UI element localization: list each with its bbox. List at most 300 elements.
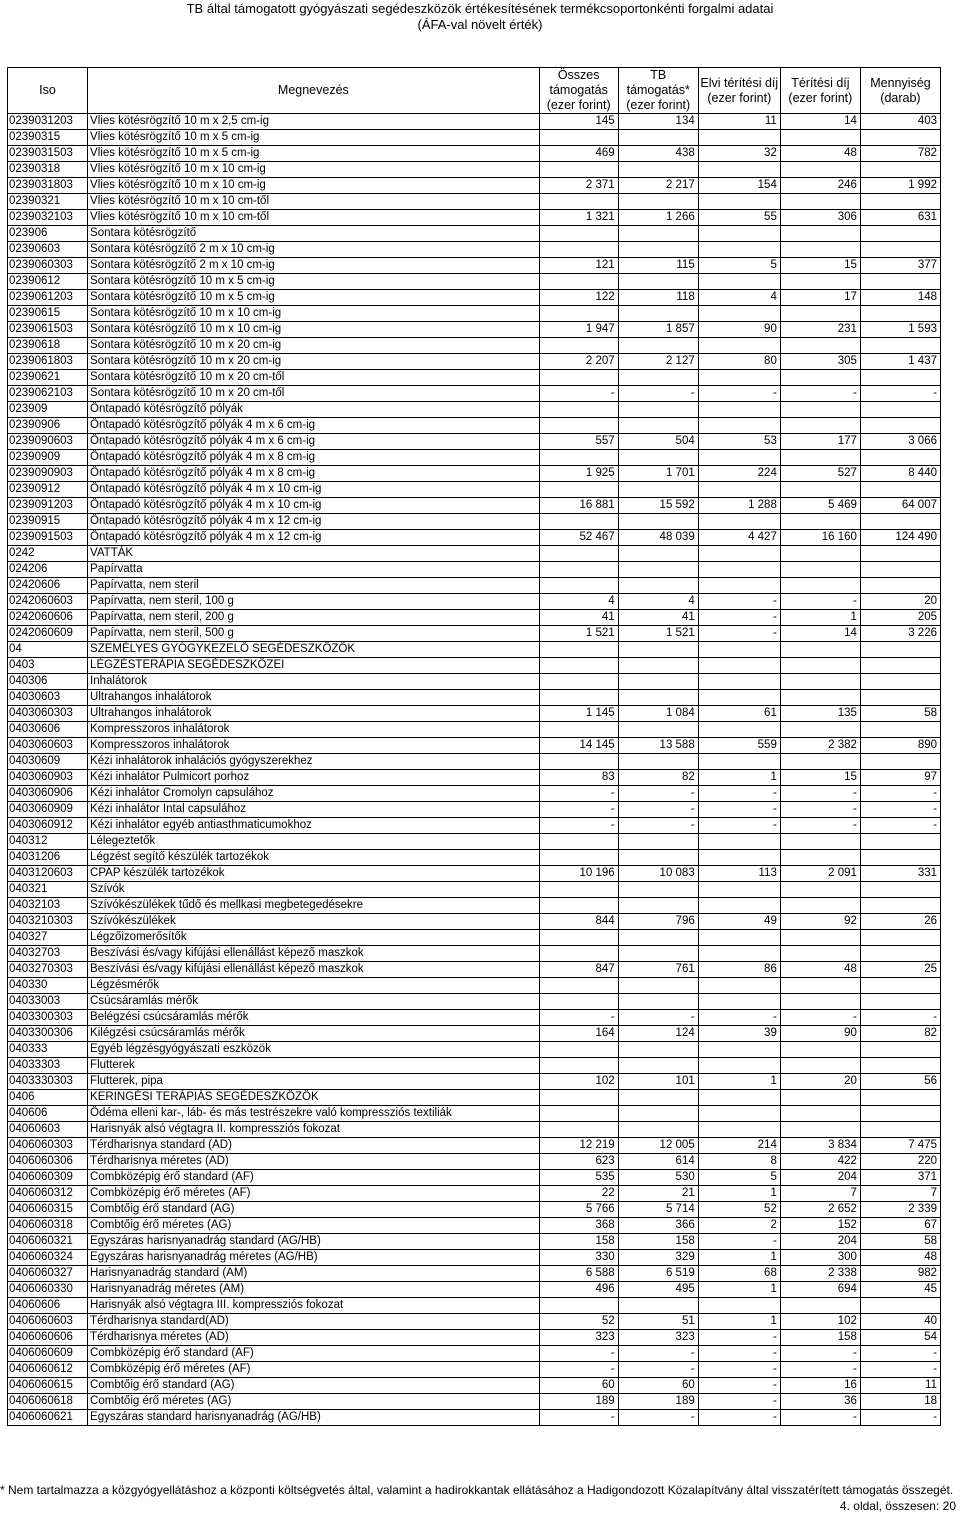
- cell-quantity: 18: [860, 1394, 940, 1410]
- cell-tb-support: [618, 994, 698, 1010]
- cell-fee: 2 652: [780, 1202, 860, 1218]
- cell-total-support: 189: [539, 1394, 618, 1410]
- footnote: * Nem tartalmazza a közgyógyellátáshoz a központi költségvetés által, valamint a hadirokkantak ellátásához a Hadigondozott Közalapítvány által visszatérített támogatás összegét.: [0, 1483, 954, 1497]
- cell-fee: -: [780, 1362, 860, 1378]
- cell-theoretical-fee: 49: [698, 914, 780, 930]
- cell-iso-code: 0403060303: [8, 706, 88, 722]
- cell-fee: 48: [780, 146, 860, 162]
- cell-name: Kompresszoros inhalátorok: [88, 738, 540, 754]
- table-row: [8, 610, 941, 626]
- cell-quantity: 58: [860, 706, 940, 722]
- cell-name: Belégzési csúcsáramlás mérők: [88, 1010, 540, 1026]
- cell-fee: -: [780, 1410, 860, 1426]
- cell-theoretical-fee: 1: [698, 1250, 780, 1266]
- cell-quantity: [860, 418, 940, 434]
- cell-total-support: 323: [539, 1330, 618, 1346]
- cell-quantity: 11: [860, 1378, 940, 1394]
- table-row: [8, 114, 941, 130]
- col-header-name: Megnevezés: [88, 68, 540, 114]
- cell-iso-code: 0403060912: [8, 818, 88, 834]
- cell-fee: [780, 226, 860, 242]
- cell-tb-support: -: [618, 802, 698, 818]
- table-row: [8, 130, 941, 146]
- cell-iso-code: 024206: [8, 562, 88, 578]
- cell-iso-code: 0403210303: [8, 914, 88, 930]
- cell-total-support: -: [539, 818, 618, 834]
- cell-name: Vlies kötésrögzítő 10 m x 10 cm-től: [88, 194, 540, 210]
- cell-theoretical-fee: 4: [698, 290, 780, 306]
- cell-total-support: 847: [539, 962, 618, 978]
- cell-name: Combtőig érő méretes (AG): [88, 1394, 540, 1410]
- cell-iso-code: 0403300306: [8, 1026, 88, 1042]
- cell-tb-support: 6 519: [618, 1266, 698, 1282]
- cell-fee: 2 338: [780, 1266, 860, 1282]
- cell-total-support: 102: [539, 1074, 618, 1090]
- table-row: [8, 1202, 941, 1218]
- table-row: [8, 578, 941, 594]
- cell-tb-support: [618, 1058, 698, 1074]
- cell-tb-support: 12 005: [618, 1138, 698, 1154]
- page-subtitle: (ÁFA-val növelt érték): [417, 17, 543, 32]
- cell-theoretical-fee: [698, 450, 780, 466]
- cell-fee: -: [780, 386, 860, 402]
- cell-theoretical-fee: 32: [698, 146, 780, 162]
- cell-name: Öntapadó kötésrögzítő pólyák 4 m x 8 cm-ig: [88, 450, 540, 466]
- cell-fee: 92: [780, 914, 860, 930]
- cell-fee: [780, 1106, 860, 1122]
- table-row: [8, 1122, 941, 1138]
- cell-name: Papírvatta, nem steril, 100 g: [88, 594, 540, 610]
- cell-iso-code: 0403060909: [8, 802, 88, 818]
- cell-fee: [780, 834, 860, 850]
- cell-fee: 158: [780, 1330, 860, 1346]
- cell-name: Harisnyák alsó végtagra II. kompressziós fokozat: [88, 1122, 540, 1138]
- cell-iso-code: 0239061803: [8, 354, 88, 370]
- cell-tb-support: 189: [618, 1394, 698, 1410]
- cell-tb-support: 2 217: [618, 178, 698, 194]
- cell-name: Egyéb légzésgyógyászati eszközök: [88, 1042, 540, 1058]
- cell-theoretical-fee: [698, 514, 780, 530]
- cell-theoretical-fee: -: [698, 386, 780, 402]
- table-row: [8, 1010, 941, 1026]
- cell-tb-support: [618, 1042, 698, 1058]
- cell-fee: [780, 274, 860, 290]
- cell-iso-code: 023906: [8, 226, 88, 242]
- cell-fee: [780, 978, 860, 994]
- cell-total-support: 535: [539, 1170, 618, 1186]
- cell-tb-support: [618, 242, 698, 258]
- cell-iso-code: 04032103: [8, 898, 88, 914]
- cell-tb-support: 158: [618, 1234, 698, 1250]
- cell-fee: [780, 162, 860, 178]
- cell-fee: 1: [780, 610, 860, 626]
- cell-name: Légzőizomerősítők: [88, 930, 540, 946]
- cell-theoretical-fee: -: [698, 594, 780, 610]
- cell-theoretical-fee: 1: [698, 1186, 780, 1202]
- cell-fee: [780, 946, 860, 962]
- cell-fee: 422: [780, 1154, 860, 1170]
- page-title: TB által támogatott gyógyászati segédeszközök értékesítésének termékcsoportonkénti forgalmi adatai: [186, 1, 774, 16]
- cell-iso-code: 040312: [8, 834, 88, 850]
- cell-theoretical-fee: [698, 1106, 780, 1122]
- cell-theoretical-fee: 214: [698, 1138, 780, 1154]
- cell-total-support: [539, 978, 618, 994]
- cell-name: Kézi inhalátor Intal capsulához: [88, 802, 540, 818]
- cell-name: Kézi inhalátor Cromolyn capsulához: [88, 786, 540, 802]
- cell-total-support: [539, 674, 618, 690]
- cell-tb-support: 41: [618, 610, 698, 626]
- cell-quantity: [860, 162, 940, 178]
- cell-theoretical-fee: [698, 946, 780, 962]
- cell-fee: 177: [780, 434, 860, 450]
- cell-quantity: [860, 242, 940, 258]
- cell-name: Papírvatta: [88, 562, 540, 578]
- cell-fee: 16: [780, 1378, 860, 1394]
- cell-total-support: 5 766: [539, 1202, 618, 1218]
- cell-theoretical-fee: -: [698, 1410, 780, 1426]
- cell-name: Kézi inhalátorok inhalációs gyógyszerekhez: [88, 754, 540, 770]
- cell-tb-support: 60: [618, 1378, 698, 1394]
- cell-name: Combtőig érő méretes (AG): [88, 1218, 540, 1234]
- cell-fee: 14: [780, 626, 860, 642]
- table-row: [8, 434, 941, 450]
- cell-quantity: 148: [860, 290, 940, 306]
- cell-fee: [780, 994, 860, 1010]
- cell-iso-code: 0403120603: [8, 866, 88, 882]
- cell-name: Öntapadó kötésrögzítő pólyák 4 m x 8 cm-ig: [88, 466, 540, 482]
- cell-name: Combközépig érő méretes (AF): [88, 1186, 540, 1202]
- table-row: [8, 1394, 941, 1410]
- cell-quantity: 82: [860, 1026, 940, 1042]
- cell-iso-code: 0406060321: [8, 1234, 88, 1250]
- cell-iso-code: 0406060327: [8, 1266, 88, 1282]
- cell-tb-support: -: [618, 386, 698, 402]
- cell-theoretical-fee: [698, 898, 780, 914]
- cell-total-support: 1 521: [539, 626, 618, 642]
- cell-quantity: [860, 1298, 940, 1314]
- cell-quantity: 7 475: [860, 1138, 940, 1154]
- cell-theoretical-fee: 68: [698, 1266, 780, 1282]
- cell-theoretical-fee: [698, 1042, 780, 1058]
- cell-iso-code: 0406: [8, 1090, 88, 1106]
- cell-tb-support: [618, 418, 698, 434]
- cell-quantity: [860, 338, 940, 354]
- cell-name: Térdharisnya méretes (AD): [88, 1330, 540, 1346]
- cell-iso-code: 0239031503: [8, 146, 88, 162]
- table-row: [8, 1314, 941, 1330]
- cell-total-support: [539, 194, 618, 210]
- cell-theoretical-fee: [698, 194, 780, 210]
- cell-theoretical-fee: [698, 546, 780, 562]
- table-row: [8, 882, 941, 898]
- cell-quantity: 631: [860, 210, 940, 226]
- cell-theoretical-fee: [698, 930, 780, 946]
- cell-tb-support: [618, 194, 698, 210]
- cell-theoretical-fee: -: [698, 610, 780, 626]
- cell-total-support: 1 925: [539, 466, 618, 482]
- table-row: [8, 674, 941, 690]
- cell-theoretical-fee: [698, 658, 780, 674]
- cell-name: Vlies kötésrögzítő 10 m x 10 cm-től: [88, 210, 540, 226]
- cell-iso-code: 04060603: [8, 1122, 88, 1138]
- cell-quantity: [860, 658, 940, 674]
- cell-total-support: [539, 994, 618, 1010]
- cell-name: Sontara kötésrögzítő: [88, 226, 540, 242]
- cell-total-support: 14 145: [539, 738, 618, 754]
- cell-total-support: 122: [539, 290, 618, 306]
- table-row: [8, 642, 941, 658]
- cell-total-support: [539, 1090, 618, 1106]
- cell-name: CPAP készülék tartozékok: [88, 866, 540, 882]
- cell-iso-code: 02390612: [8, 274, 88, 290]
- cell-theoretical-fee: -: [698, 1346, 780, 1362]
- table-row: [8, 290, 941, 306]
- cell-name: Vlies kötésrögzítő 10 m x 5 cm-ig: [88, 130, 540, 146]
- cell-fee: [780, 674, 860, 690]
- col-header-theoretical-fee: Elvi térítési díj (ezer forint): [698, 68, 780, 114]
- cell-name: Beszívási és/vagy kifújási ellenállást képező maszkok: [88, 962, 540, 978]
- cell-iso-code: 040321: [8, 882, 88, 898]
- cell-tb-support: 761: [618, 962, 698, 978]
- table-row: [8, 818, 941, 834]
- cell-tb-support: 118: [618, 290, 698, 306]
- cell-fee: 305: [780, 354, 860, 370]
- cell-theoretical-fee: 5: [698, 1170, 780, 1186]
- cell-iso-code: 0403300303: [8, 1010, 88, 1026]
- cell-theoretical-fee: -: [698, 1394, 780, 1410]
- cell-iso-code: 0239032103: [8, 210, 88, 226]
- table-body: [8, 114, 941, 1426]
- table-row: [8, 274, 941, 290]
- cell-iso-code: 0403: [8, 658, 88, 674]
- table-row: [8, 322, 941, 338]
- cell-tb-support: [618, 850, 698, 866]
- cell-fee: [780, 370, 860, 386]
- cell-name: Vlies kötésrögzítő 10 m x 5 cm-ig: [88, 146, 540, 162]
- cell-iso-code: 0242060603: [8, 594, 88, 610]
- cell-name: Sontara kötésrögzítő 10 m x 10 cm-ig: [88, 322, 540, 338]
- cell-total-support: -: [539, 386, 618, 402]
- cell-total-support: [539, 306, 618, 322]
- table-row: [8, 194, 941, 210]
- cell-total-support: [539, 834, 618, 850]
- cell-total-support: -: [539, 802, 618, 818]
- cell-fee: [780, 242, 860, 258]
- table-row: [8, 866, 941, 882]
- cell-theoretical-fee: 113: [698, 866, 780, 882]
- cell-tb-support: 1 701: [618, 466, 698, 482]
- table-row: [8, 770, 941, 786]
- cell-fee: [780, 1298, 860, 1314]
- cell-total-support: 4: [539, 594, 618, 610]
- cell-iso-code: 0239061503: [8, 322, 88, 338]
- cell-iso-code: 040333: [8, 1042, 88, 1058]
- cell-quantity: 1 992: [860, 178, 940, 194]
- cell-name: Kézi inhalátor Pulmicort porhoz: [88, 770, 540, 786]
- table-row: [8, 498, 941, 514]
- table-row: [8, 658, 941, 674]
- cell-fee: 90: [780, 1026, 860, 1042]
- cell-quantity: 45: [860, 1282, 940, 1298]
- table-row: [8, 594, 941, 610]
- cell-theoretical-fee: 90: [698, 322, 780, 338]
- cell-total-support: [539, 1106, 618, 1122]
- cell-quantity: 40: [860, 1314, 940, 1330]
- cell-tb-support: 10 083: [618, 866, 698, 882]
- cell-fee: 135: [780, 706, 860, 722]
- cell-total-support: 330: [539, 1250, 618, 1266]
- cell-quantity: 48: [860, 1250, 940, 1266]
- cell-quantity: -: [860, 802, 940, 818]
- cell-tb-support: 4: [618, 594, 698, 610]
- cell-tb-support: [618, 898, 698, 914]
- table-row: [8, 786, 941, 802]
- cell-tb-support: 1 084: [618, 706, 698, 722]
- cell-quantity: [860, 450, 940, 466]
- cell-name: Papírvatta, nem steril, 500 g: [88, 626, 540, 642]
- cell-quantity: [860, 930, 940, 946]
- cell-quantity: 25: [860, 962, 940, 978]
- cell-tb-support: [618, 946, 698, 962]
- cell-total-support: [539, 1298, 618, 1314]
- cell-name: Kilégzési csúcsáramlás mérők: [88, 1026, 540, 1042]
- table-row: [8, 1218, 941, 1234]
- table-row: [8, 514, 941, 530]
- cell-fee: 48: [780, 962, 860, 978]
- cell-name: Vlies kötésrögzítő 10 m x 2,5 cm-ig: [88, 114, 540, 130]
- cell-theoretical-fee: [698, 578, 780, 594]
- cell-quantity: 220: [860, 1154, 940, 1170]
- cell-iso-code: 0403270303: [8, 962, 88, 978]
- cell-tb-support: 366: [618, 1218, 698, 1234]
- cell-name: Sontara kötésrögzítő 2 m x 10 cm-ig: [88, 242, 540, 258]
- cell-theoretical-fee: 52: [698, 1202, 780, 1218]
- cell-total-support: 557: [539, 434, 618, 450]
- cell-quantity: [860, 1058, 940, 1074]
- cell-name: Kézi inhalátor egyéb antiasthmaticumokhoz: [88, 818, 540, 834]
- cell-tb-support: 1 857: [618, 322, 698, 338]
- cell-name: Vlies kötésrögzítő 10 m x 10 cm-ig: [88, 162, 540, 178]
- cell-fee: [780, 898, 860, 914]
- cell-iso-code: 0406060312: [8, 1186, 88, 1202]
- cell-quantity: 26: [860, 914, 940, 930]
- cell-iso-code: 0239091503: [8, 530, 88, 546]
- cell-theoretical-fee: 86: [698, 962, 780, 978]
- table-row: [8, 1346, 941, 1362]
- cell-iso-code: 02390615: [8, 306, 88, 322]
- cell-iso-code: 0242: [8, 546, 88, 562]
- cell-iso-code: 0406060603: [8, 1314, 88, 1330]
- cell-total-support: [539, 418, 618, 434]
- cell-fee: 15: [780, 770, 860, 786]
- cell-iso-code: 0239091203: [8, 498, 88, 514]
- table-row: [8, 1074, 941, 1090]
- cell-name: SZEMÉLYES GYÓGYKEZELŐ SEGÉDESZKÖZÖK: [88, 642, 540, 658]
- cell-fee: [780, 658, 860, 674]
- cell-fee: 2 091: [780, 866, 860, 882]
- cell-tb-support: 134: [618, 114, 698, 130]
- cell-tb-support: 323: [618, 1330, 698, 1346]
- cell-quantity: 64 007: [860, 498, 940, 514]
- cell-total-support: 1 947: [539, 322, 618, 338]
- cell-quantity: [860, 994, 940, 1010]
- cell-name: Flutterek, pipa: [88, 1074, 540, 1090]
- table-row: [8, 946, 941, 962]
- cell-name: Harisnyanadrág méretes (AM): [88, 1282, 540, 1298]
- cell-name: Egyszáras harisnyanadrág standard (AG/HB): [88, 1234, 540, 1250]
- table-row: [8, 1138, 941, 1154]
- cell-total-support: -: [539, 1410, 618, 1426]
- cell-tb-support: [618, 482, 698, 498]
- cell-iso-code: 0406060612: [8, 1362, 88, 1378]
- cell-tb-support: 115: [618, 258, 698, 274]
- cell-theoretical-fee: 154: [698, 178, 780, 194]
- cell-iso-code: 0406060324: [8, 1250, 88, 1266]
- cell-fee: [780, 194, 860, 210]
- cell-total-support: [539, 1122, 618, 1138]
- cell-tb-support: 101: [618, 1074, 698, 1090]
- cell-quantity: 331: [860, 866, 940, 882]
- cell-total-support: [539, 642, 618, 658]
- cell-total-support: [539, 546, 618, 562]
- cell-fee: -: [780, 786, 860, 802]
- cell-theoretical-fee: -: [698, 802, 780, 818]
- cell-tb-support: -: [618, 1410, 698, 1426]
- cell-iso-code: 04030603: [8, 690, 88, 706]
- cell-tb-support: 530: [618, 1170, 698, 1186]
- cell-total-support: [539, 242, 618, 258]
- cell-iso-code: 0406060315: [8, 1202, 88, 1218]
- cell-quantity: 124 490: [860, 530, 940, 546]
- cell-quantity: 371: [860, 1170, 940, 1186]
- cell-total-support: [539, 850, 618, 866]
- table-row: [8, 210, 941, 226]
- cell-total-support: 844: [539, 914, 618, 930]
- cell-fee: [780, 546, 860, 562]
- cell-total-support: [539, 882, 618, 898]
- table-row: [8, 1362, 941, 1378]
- cell-total-support: [539, 338, 618, 354]
- cell-fee: -: [780, 1346, 860, 1362]
- cell-tb-support: [618, 930, 698, 946]
- cell-name: Sontara kötésrögzítő 10 m x 5 cm-ig: [88, 290, 540, 306]
- cell-name: Öntapadó kötésrögzítő pólyák 4 m x 10 cm-ig: [88, 482, 540, 498]
- cell-quantity: 3 226: [860, 626, 940, 642]
- cell-theoretical-fee: 1 288: [698, 498, 780, 514]
- cell-theoretical-fee: 61: [698, 706, 780, 722]
- table-row: [8, 1058, 941, 1074]
- cell-tb-support: -: [618, 1346, 698, 1362]
- cell-theoretical-fee: 4 427: [698, 530, 780, 546]
- table-row: [8, 994, 941, 1010]
- cell-theoretical-fee: 53: [698, 434, 780, 450]
- cell-fee: -: [780, 1010, 860, 1026]
- cell-iso-code: 02420606: [8, 578, 88, 594]
- col-header-fee: Térítési díj (ezer forint): [780, 68, 860, 114]
- table-row: [8, 354, 941, 370]
- cell-theoretical-fee: [698, 402, 780, 418]
- cell-theoretical-fee: [698, 1090, 780, 1106]
- cell-fee: 152: [780, 1218, 860, 1234]
- cell-name: Csúcsáramlás mérők: [88, 994, 540, 1010]
- cell-iso-code: 0239031803: [8, 178, 88, 194]
- cell-iso-code: 0403060903: [8, 770, 88, 786]
- cell-tb-support: [618, 658, 698, 674]
- table-row: [8, 1282, 941, 1298]
- cell-tb-support: [618, 882, 698, 898]
- cell-name: Légzésmérők: [88, 978, 540, 994]
- cell-quantity: 58: [860, 1234, 940, 1250]
